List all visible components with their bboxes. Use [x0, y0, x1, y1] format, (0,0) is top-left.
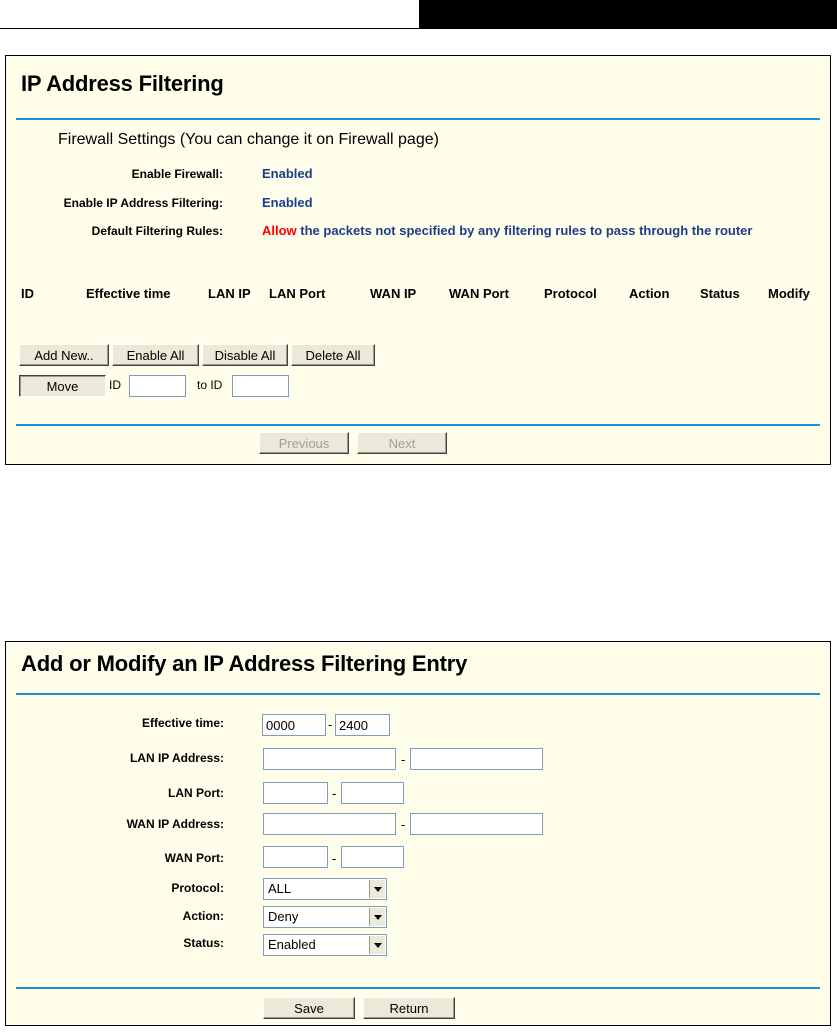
header-black-bar — [419, 0, 837, 28]
wan-port-dash: - — [332, 851, 337, 866]
chevron-down-icon[interactable] — [369, 908, 385, 926]
add-new-button[interactable]: Add New.. — [19, 344, 109, 366]
column-protocol: Protocol — [544, 286, 597, 301]
lan-ip-from-input[interactable] — [263, 748, 396, 770]
protocol-selected-value: ALL — [268, 881, 292, 896]
move-button[interactable]: Move — [19, 375, 106, 397]
wan-ip-to-input[interactable] — [410, 813, 543, 835]
lan-ip-label: LAN IP Address: — [129, 751, 224, 765]
column-wan-ip: WAN IP — [370, 286, 417, 301]
column-effective-time: Effective time — [86, 286, 171, 301]
enable-firewall-value: Enabled — [262, 166, 313, 181]
move-to-id-input[interactable] — [232, 375, 289, 397]
delete-all-button[interactable]: Delete All — [291, 344, 375, 366]
enable-ip-filtering-value: Enabled — [262, 195, 313, 210]
wan-port-to-input[interactable] — [341, 846, 404, 868]
bottom-divider — [16, 424, 820, 426]
add-modify-entry-panel — [5, 641, 831, 1026]
lan-ip-dash: - — [401, 752, 406, 767]
disable-all-button[interactable]: Disable All — [202, 344, 288, 366]
save-button[interactable]: Save — [263, 997, 355, 1019]
column-lan-port: LAN Port — [269, 286, 326, 301]
enable-all-button[interactable]: Enable All — [112, 344, 199, 366]
lan-port-label: LAN Port: — [168, 786, 224, 800]
effective-time-from-input[interactable] — [262, 714, 326, 736]
entry-title-divider — [16, 693, 820, 695]
move-to-id-label: to ID — [197, 378, 223, 392]
wan-ip-label: WAN IP Address: — [126, 817, 224, 831]
column-id: ID — [21, 286, 34, 301]
chevron-down-icon[interactable] — [369, 936, 385, 954]
column-modify: Modify — [768, 286, 810, 301]
allow-keyword: Allow — [262, 223, 297, 238]
column-action: Action — [629, 286, 670, 301]
column-status: Status — [700, 286, 740, 301]
title-divider — [16, 118, 820, 120]
lan-port-dash: - — [332, 786, 337, 801]
protocol-label: Protocol: — [171, 881, 224, 895]
lan-port-from-input[interactable] — [263, 782, 328, 804]
header-rule — [0, 28, 837, 29]
action-selected-value: Deny — [268, 909, 299, 924]
lan-ip-to-input[interactable] — [410, 748, 543, 770]
action-label: Action: — [182, 909, 224, 923]
wan-port-from-input[interactable] — [263, 846, 328, 868]
wan-ip-dash: - — [401, 817, 406, 832]
default-rules-value — [262, 223, 752, 238]
move-id-label: ID — [109, 378, 121, 392]
status-select[interactable] — [263, 934, 387, 956]
column-lan-ip: LAN IP — [208, 286, 251, 301]
move-from-id-input[interactable] — [129, 375, 186, 397]
action-select[interactable] — [263, 906, 387, 928]
status-selected-value: Enabled — [268, 937, 316, 952]
next-button[interactable]: Next — [357, 432, 447, 454]
chevron-down-icon[interactable] — [369, 880, 385, 898]
wan-port-label: WAN Port: — [164, 851, 224, 865]
enable-ip-filtering-label: Enable IP Address Filtering: — [63, 196, 223, 210]
status-label: Status: — [183, 936, 224, 950]
default-rules-label: Default Filtering Rules: — [91, 224, 223, 238]
entry-bottom-divider — [16, 987, 820, 989]
effective-time-label: Effective time: — [141, 716, 224, 730]
ip-filtering-panel — [5, 55, 831, 465]
column-wan-port: WAN Port — [449, 286, 509, 301]
page-title: IP Address Filtering — [21, 71, 224, 96]
effective-time-to-input[interactable] — [335, 714, 390, 736]
default-rules-text: the packets not specified by any filtering rules to pass through the router — [296, 223, 753, 238]
previous-button[interactable]: Previous — [259, 432, 349, 454]
entry-form-title: Add or Modify an IP Address Filtering Entry — [21, 651, 468, 676]
lan-port-to-input[interactable] — [341, 782, 404, 804]
enable-firewall-label: Enable Firewall: — [131, 167, 223, 181]
firewall-settings-title: Firewall Settings (You can change it on Firewall page) — [58, 131, 439, 148]
effective-time-dash: - — [328, 717, 333, 732]
return-button[interactable]: Return — [363, 997, 455, 1019]
protocol-select[interactable] — [263, 878, 387, 900]
wan-ip-from-input[interactable] — [263, 813, 396, 835]
